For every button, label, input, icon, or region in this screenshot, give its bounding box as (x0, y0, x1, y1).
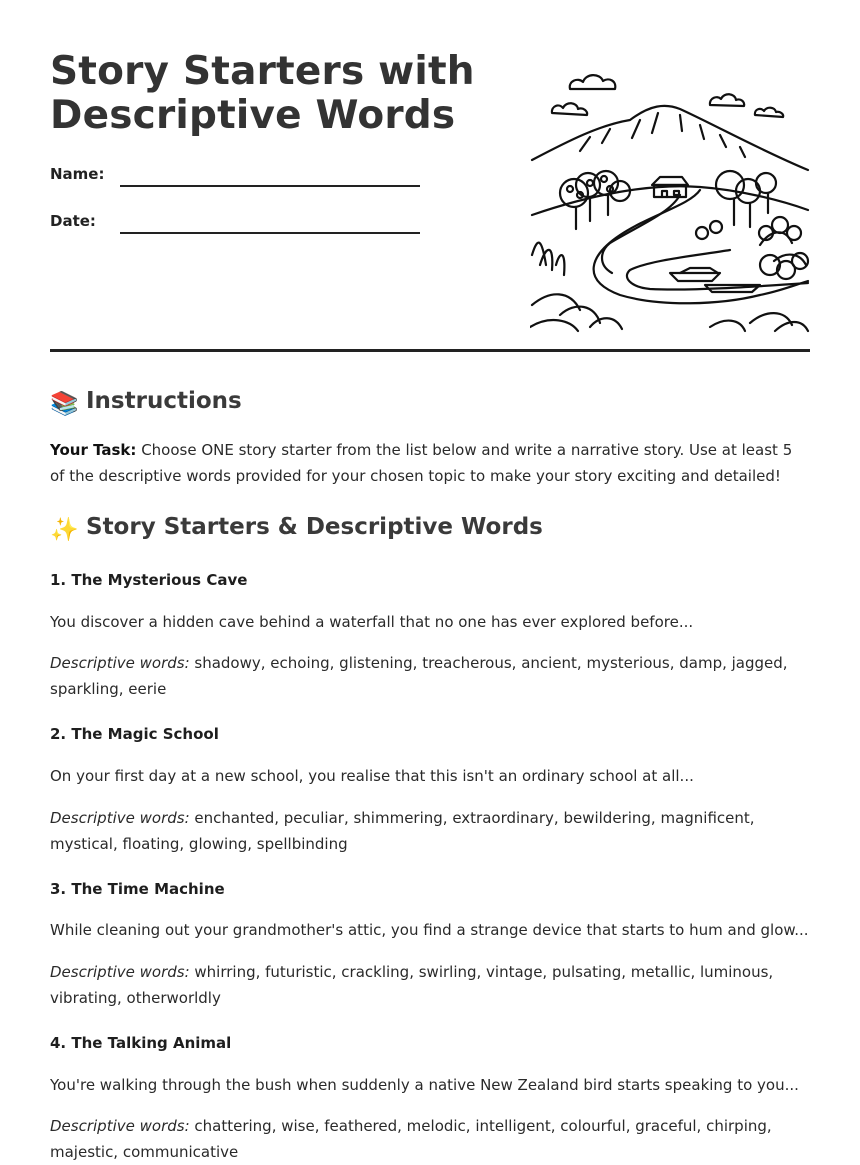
descriptive-words-list: enchanted, peculiar, shimmering, extraordinary, bewildering, magnificent, mystical, floating, glowing, spellbinding (50, 809, 755, 853)
descriptive-words-label: Descriptive words: (50, 809, 190, 827)
descriptive-words-list: whirring, futuristic, crackling, swirling, vintage, pulsating, metallic, luminous, vibrating, otherworldly (50, 963, 774, 1007)
landscape-illustration-icon (530, 65, 810, 333)
starter-title: 3. The Time Machine (50, 880, 225, 898)
descriptive-words-list: chattering, wise, feathered, melodic, intelligent, colourful, graceful, chirping, majestic, communicative (50, 1117, 772, 1161)
worksheet-page (50, 0, 810, 1161)
starter-words (50, 1113, 810, 1165)
name-write-line[interactable] (120, 185, 420, 187)
starter-words (50, 805, 810, 857)
starter-prompt: While cleaning out your grandmother's attic, you find a strange device that starts to hum and glow... (50, 921, 809, 939)
books-icon: 📚 (50, 391, 79, 417)
starters-heading-text: Story Starters & Descriptive Words (86, 514, 543, 540)
descriptive-words-label: Descriptive words: (50, 654, 190, 672)
title-line-2: Descriptive Words (50, 93, 456, 138)
starter-title: 2. The Magic School (50, 725, 219, 743)
name-label: Name: (50, 165, 105, 183)
descriptive-words-label: Descriptive words: (50, 963, 190, 981)
sparkles-icon: ✨ (50, 517, 79, 543)
descriptive-words-list: shadowy, echoing, glistening, treacherous, ancient, mysterious, damp, jagged, sparkling, eerie (50, 654, 788, 698)
starters-heading (50, 514, 543, 543)
starter-words (50, 650, 810, 702)
title-line-1: Story Starters with (50, 49, 475, 94)
worksheet-header (50, 0, 810, 352)
name-field[interactable] (50, 165, 420, 195)
starter-prompt: On your first day at a new school, you realise that this isn't an ordinary school at all... (50, 767, 694, 785)
starter-words (50, 959, 810, 1011)
worksheet-title (50, 50, 475, 138)
instructions-heading-text: Instructions (86, 388, 242, 414)
instructions-heading (50, 388, 242, 417)
task-label: Your Task: (50, 441, 137, 459)
starter-prompt: You're walking through the bush when suddenly a native New Zealand bird starts speaking to you... (50, 1076, 799, 1094)
starter-title: 4. The Talking Animal (50, 1034, 232, 1052)
task-text: Choose ONE story starter from the list below and write a narrative story. Use at least 5 of the descriptive words provided for your chosen topic to make your story exciting and detailed! (50, 441, 793, 485)
date-field[interactable] (50, 212, 420, 242)
starter-prompt: You discover a hidden cave behind a waterfall that no one has ever explored before... (50, 613, 694, 631)
date-write-line[interactable] (120, 232, 420, 234)
task-paragraph (50, 437, 810, 489)
date-label: Date: (50, 212, 96, 230)
header-divider (50, 349, 810, 352)
starter-title: 1. The Mysterious Cave (50, 571, 248, 589)
descriptive-words-label: Descriptive words: (50, 1117, 190, 1135)
